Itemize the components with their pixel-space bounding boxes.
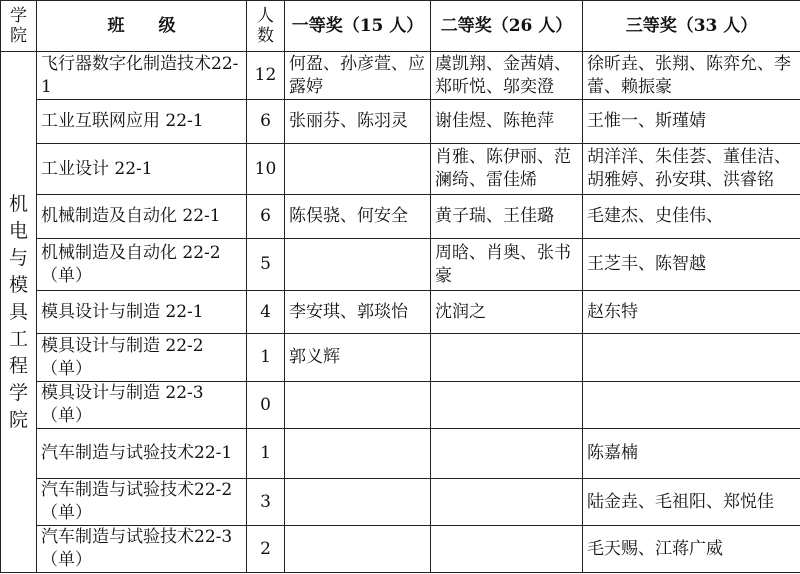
student-count: 10 — [247, 144, 285, 195]
college-name: 机电与模具工程学院 — [1, 52, 37, 573]
header-third-prize: 三等奖（33 人） — [583, 1, 800, 52]
third-prize-names: 陆金垚、毛祖阳、郑悦佳 — [583, 479, 800, 526]
student-count: 2 — [247, 526, 285, 573]
third-prize-names: 王芝丰、陈智越 — [583, 239, 800, 291]
first-prize-names — [285, 526, 431, 573]
third-prize-names: 毛天赐、江蒋广威 — [583, 526, 800, 573]
third-prize-names — [583, 334, 800, 382]
table-row — [1, 239, 800, 291]
first-prize-names — [285, 144, 431, 195]
table-row — [1, 479, 800, 526]
third-prize-names: 赵东特 — [583, 291, 800, 334]
student-count: 6 — [247, 100, 285, 144]
second-prize-names — [431, 526, 583, 573]
first-prize-names: 何盈、孙彦萱、应露婷 — [285, 52, 431, 100]
second-prize-names — [431, 382, 583, 429]
table-row — [1, 195, 800, 239]
table-row — [1, 526, 800, 573]
student-count: 0 — [247, 382, 285, 429]
first-prize-names: 李安琪、郭琰怡 — [285, 291, 431, 334]
student-count: 6 — [247, 195, 285, 239]
student-count: 12 — [247, 52, 285, 100]
third-prize-names: 王惟一、斯瑾婧 — [583, 100, 800, 144]
second-prize-names: 谢佳煜、陈艳萍 — [431, 100, 583, 144]
header-row — [1, 1, 800, 52]
class-name: 模具设计与制造 22-3（单） — [37, 382, 247, 429]
first-prize-names — [285, 429, 431, 479]
second-prize-names: 虞凯翔、金茜婧、郑昕悦、邬奕澄 — [431, 52, 583, 100]
third-prize-names: 陈嘉楠 — [583, 429, 800, 479]
header-second-prize: 二等奖（26 人） — [431, 1, 583, 52]
table-row — [1, 291, 800, 334]
second-prize-names — [431, 334, 583, 382]
table-row — [1, 100, 800, 144]
second-prize-names: 沈润之 — [431, 291, 583, 334]
student-count: 1 — [247, 429, 285, 479]
header-count: 人数 — [247, 1, 285, 52]
first-prize-names: 陈俣骁、何安全 — [285, 195, 431, 239]
table-row — [1, 334, 800, 382]
second-prize-names — [431, 479, 583, 526]
student-count: 1 — [247, 334, 285, 382]
class-name: 模具设计与制造 22-1 — [37, 291, 247, 334]
class-name: 汽车制造与试验技术22-2（单） — [37, 479, 247, 526]
class-name: 机械制造及自动化 22-2（单） — [37, 239, 247, 291]
header-college: 学院 — [1, 1, 37, 52]
second-prize-names: 黄子瑞、王佳璐 — [431, 195, 583, 239]
table-row — [1, 144, 800, 195]
third-prize-names — [583, 382, 800, 429]
header-class: 班 级 — [37, 1, 247, 52]
student-count: 4 — [247, 291, 285, 334]
student-count: 5 — [247, 239, 285, 291]
first-prize-names: 张丽芬、陈羽灵 — [285, 100, 431, 144]
first-prize-names — [285, 239, 431, 291]
class-name: 飞行器数字化制造技术22-1 — [37, 52, 247, 100]
third-prize-names: 徐昕垚、张翔、陈弈允、李蕾、赖振豪 — [583, 52, 800, 100]
class-name: 汽车制造与试验技术22-3（单） — [37, 526, 247, 573]
table-row — [1, 429, 800, 479]
class-name: 工业设计 22-1 — [37, 144, 247, 195]
second-prize-names — [431, 429, 583, 479]
first-prize-names — [285, 479, 431, 526]
table-row — [1, 52, 800, 100]
class-name: 机械制造及自动化 22-1 — [37, 195, 247, 239]
table-row — [1, 382, 800, 429]
third-prize-names: 毛建杰、史佳伟、 — [583, 195, 800, 239]
first-prize-names: 郭义辉 — [285, 334, 431, 382]
student-count: 3 — [247, 479, 285, 526]
second-prize-names: 肖雅、陈伊丽、范澜绮、雷佳烯 — [431, 144, 583, 195]
class-name: 工业互联网应用 22-1 — [37, 100, 247, 144]
second-prize-names: 周晗、肖奥、张书豪 — [431, 239, 583, 291]
first-prize-names — [285, 382, 431, 429]
header-first-prize: 一等奖（15 人） — [285, 1, 431, 52]
third-prize-names: 胡洋洋、朱佳荟、董佳洁、胡雅婷、孙安琪、洪睿铭 — [583, 144, 800, 195]
class-name: 模具设计与制造 22-2（单） — [37, 334, 247, 382]
class-name: 汽车制造与试验技术22-1 — [37, 429, 247, 479]
